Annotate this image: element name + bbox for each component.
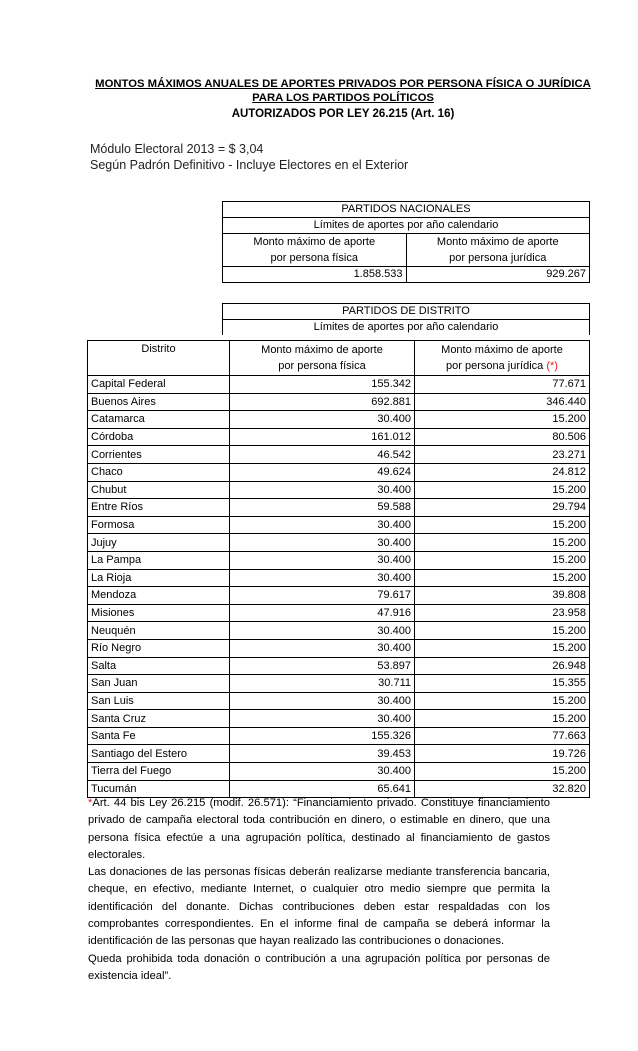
district-name-cell: Entre Ríos (88, 499, 230, 517)
district-name-cell: Chubut (88, 481, 230, 499)
district-subheader: Límites de aportes por año calendario (223, 320, 590, 336)
fisica-cell: 30.711 (230, 675, 415, 693)
district-name-cell: La Pampa (88, 551, 230, 569)
district-name-cell: Neuquén (88, 622, 230, 640)
padron-note: Según Padrón Definitivo - Incluye Electores en el Exterior (90, 158, 409, 172)
table-row (88, 675, 590, 693)
table-row (88, 499, 590, 517)
fisica-cell: 46.542 (230, 446, 415, 464)
district-col-juridica-line2 (418, 358, 586, 374)
district-name-cell: Capital Federal (88, 376, 230, 394)
table-row (88, 569, 590, 587)
national-juridica-value: 929.267 (406, 267, 590, 283)
national-col-juridica-line1: Monto máximo de aporte (436, 236, 559, 248)
table-row (88, 710, 590, 728)
table-row (88, 516, 590, 534)
district-col-juridica-label: por persona jurídica (446, 360, 544, 372)
district-name-cell: Tierra del Fuego (88, 763, 230, 781)
district-name-cell: San Luis (88, 692, 230, 710)
table-row (88, 551, 590, 569)
fisica-cell: 30.400 (230, 551, 415, 569)
juridica-cell: 346.440 (415, 393, 590, 411)
district-col-distrito: Distrito (88, 341, 230, 376)
juridica-cell: 15.200 (415, 710, 590, 728)
juridica-cell: 26.948 (415, 657, 590, 675)
district-name-cell: Buenos Aires (88, 393, 230, 411)
page-title-line2: PARA LOS PARTIDOS POLÍTICOS (252, 92, 434, 104)
fisica-cell: 65.641 (230, 780, 415, 798)
juridica-cell: 39.808 (415, 587, 590, 605)
juridica-cell: 15.200 (415, 411, 590, 429)
table-row (88, 745, 590, 763)
juridica-cell: 19.726 (415, 745, 590, 763)
district-col-fisica (230, 341, 415, 376)
district-name-cell: Santa Cruz (88, 710, 230, 728)
fisica-cell: 30.400 (230, 622, 415, 640)
fisica-cell: 30.400 (230, 569, 415, 587)
fisica-cell: 30.400 (230, 411, 415, 429)
district-name-cell: La Rioja (88, 569, 230, 587)
table-row (88, 692, 590, 710)
juridica-cell: 15.200 (415, 534, 590, 552)
juridica-cell: 15.200 (415, 569, 590, 587)
table-row (88, 446, 590, 464)
district-name-cell: Santa Fe (88, 727, 230, 745)
juridica-cell: 80.506 (415, 428, 590, 446)
national-subheader: Límites de aportes por año calendario (223, 218, 590, 234)
district-name-cell: Mendoza (88, 587, 230, 605)
district-name-cell: Córdoba (88, 428, 230, 446)
district-header-table (222, 303, 590, 335)
fisica-cell: 59.588 (230, 499, 415, 517)
juridica-cell: 77.663 (415, 727, 590, 745)
national-col-fisica (223, 234, 407, 267)
fisica-cell: 30.400 (230, 534, 415, 552)
footnote-p1-text: Art. 44 bis Ley 26.215 (modif. 26.571): “Financiamiento privado. Constituye financiamiento privado de campaña electoral toda contribución en dinero, o estimable en dinero, que una persona física efectúe a una agrupación política, destinado al financiamiento de gastos electorales. (88, 797, 550, 861)
juridica-cell: 15.200 (415, 481, 590, 499)
fisica-cell: 49.624 (230, 463, 415, 481)
juridica-cell: 15.200 (415, 551, 590, 569)
juridica-cell: 24.812 (415, 463, 590, 481)
district-col-fisica-line2: por persona física (278, 360, 366, 372)
table-row (88, 411, 590, 429)
table-row (88, 604, 590, 622)
fisica-cell: 53.897 (230, 657, 415, 675)
district-col-fisica-line1: Monto máximo de aporte (261, 344, 383, 356)
district-name-cell: Chaco (88, 463, 230, 481)
district-rows (88, 376, 590, 798)
district-name-cell: Formosa (88, 516, 230, 534)
fisica-cell: 30.400 (230, 639, 415, 657)
district-name-cell: San Juan (88, 675, 230, 693)
juridica-cell: 15.200 (415, 516, 590, 534)
district-name-cell: Misiones (88, 604, 230, 622)
national-col-juridica (406, 234, 590, 267)
page-title-line1: MONTOS MÁXIMOS ANUALES DE APORTES PRIVADOS POR PERSONA FÍSICA O JURÍDICA (95, 78, 591, 90)
national-header: PARTIDOS NACIONALES (223, 202, 590, 218)
table-row (88, 657, 590, 675)
juridica-cell: 23.958 (415, 604, 590, 622)
fisica-cell: 155.342 (230, 376, 415, 394)
footnote-p3: Queda prohibida toda donación o contribución a una agrupación política por personas de existencia ideal”. (88, 952, 550, 982)
juridica-cell: 15.200 (415, 622, 590, 640)
juridica-cell: 32.820 (415, 780, 590, 798)
fisica-cell: 30.400 (230, 763, 415, 781)
juridica-cell: 15.200 (415, 763, 590, 781)
asterisk-marker: (*) (546, 360, 558, 372)
district-table (87, 340, 590, 798)
modulo-electoral: Módulo Electoral 2013 = $ 3,04 (90, 142, 264, 156)
table-row (88, 763, 590, 781)
juridica-cell: 29.794 (415, 499, 590, 517)
district-name-cell: Santiago del Estero (88, 745, 230, 763)
fisica-cell: 30.400 (230, 692, 415, 710)
juridica-cell: 77.671 (415, 376, 590, 394)
fisica-cell: 79.617 (230, 587, 415, 605)
table-row (88, 393, 590, 411)
district-name-cell: Salta (88, 657, 230, 675)
table-row (88, 376, 590, 394)
fisica-cell: 30.400 (230, 516, 415, 534)
district-col-juridica-line1: Monto máximo de aporte (441, 344, 563, 356)
juridica-cell: 15.200 (415, 692, 590, 710)
table-row (88, 622, 590, 640)
table-row (88, 639, 590, 657)
national-col-fisica-line2: por persona física (270, 252, 358, 264)
table-row (88, 727, 590, 745)
fisica-cell: 30.400 (230, 481, 415, 499)
fisica-cell: 30.400 (230, 710, 415, 728)
page-subtitle: AUTORIZADOS POR LEY 26.215 (Art. 16) (231, 108, 455, 120)
footnote-asterisk: * (88, 797, 93, 809)
national-fisica-value: 1.858.533 (223, 267, 407, 283)
district-name-cell: Catamarca (88, 411, 230, 429)
district-header: PARTIDOS DE DISTRITO (223, 304, 590, 320)
footnote-p1 (88, 795, 550, 864)
juridica-cell: 15.355 (415, 675, 590, 693)
footnote-p2: Las donaciones de las personas físicas deberán realizarse mediante transferencia bancaria, cheque, en efectivo, mediante Internet, o cualquier otro medio siempre que permita la identificación del donante. Dichas contribuciones deben estar respaldadas con los comprobantes correspondientes. En el informe final de campaña se deberá informar la identificación de las personas que hayan realizado las contribuciones o donaciones. (88, 866, 550, 948)
district-name-cell: Río Negro (88, 639, 230, 657)
fisica-cell: 161.012 (230, 428, 415, 446)
district-name-cell: Tucumán (88, 780, 230, 798)
national-col-fisica-line1: Monto máximo de aporte (253, 236, 376, 248)
fisica-cell: 692.881 (230, 393, 415, 411)
table-row (88, 428, 590, 446)
fisica-cell: 39.453 (230, 745, 415, 763)
district-name-cell: Corrientes (88, 446, 230, 464)
footnote (88, 795, 550, 985)
fisica-cell: 47.916 (230, 604, 415, 622)
national-col-juridica-line2: por persona jurídica (449, 252, 547, 264)
table-row (88, 534, 590, 552)
table-row (88, 587, 590, 605)
national-parties-table (222, 201, 590, 283)
district-name-cell: Jujuy (88, 534, 230, 552)
juridica-cell: 23.271 (415, 446, 590, 464)
district-col-juridica (415, 341, 590, 376)
table-row (88, 463, 590, 481)
table-row (88, 481, 590, 499)
juridica-cell: 15.200 (415, 639, 590, 657)
fisica-cell: 155.326 (230, 727, 415, 745)
